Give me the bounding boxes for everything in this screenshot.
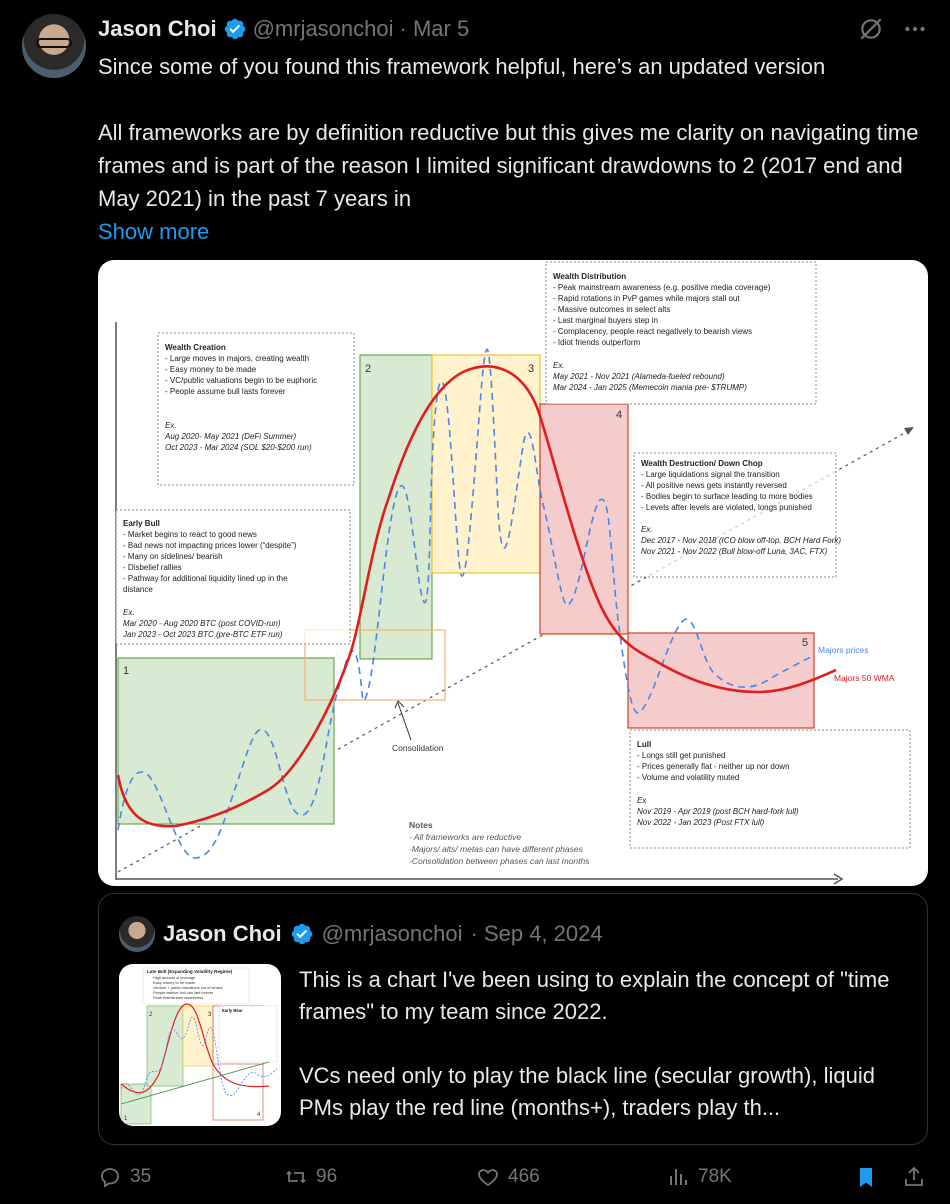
wealth-distribution-ex: Ex. [553, 361, 565, 370]
share-icon [902, 1165, 926, 1189]
thumb-line: Peak mainstream awareness [153, 995, 204, 1000]
early-bull-example: Jan 2023 - Oct 2023 BTC (pre-BTC ETF run) [123, 630, 283, 639]
wealth-creation-bullet: - Easy money to be made [165, 365, 257, 374]
wealth-distribution-example: May 2021 - Nov 2021 (Alameda-fueled rebound) [553, 372, 725, 381]
tweet-date[interactable]: · Mar 5 [399, 16, 470, 41]
lull-bullet: - Prices generally flat - neither up nor down [637, 762, 790, 771]
reply-count: 35 [130, 1166, 152, 1187]
thumb-line: Easy money to be made [153, 980, 195, 985]
tweet-actions [98, 1165, 928, 1197]
phase-number-2: 2 [365, 363, 372, 375]
lull-example: Nov 2022 - Jan 2023 (Post FTX lull) [637, 818, 765, 827]
notes-line: -Majors/ alts/ metas can have different phases [409, 844, 583, 854]
notes-title: Notes [409, 820, 433, 830]
tweet-text-line1: Since some of you found this framework helpful, here’s an updated version [98, 54, 826, 79]
share-button[interactable] [902, 1165, 926, 1189]
views-icon [666, 1165, 690, 1189]
like-count: 466 [508, 1166, 540, 1187]
wealth-distribution-bullet: - Massive outcomes in select alts [553, 305, 671, 314]
verified-badge-icon [223, 17, 247, 41]
tweet-header [98, 14, 469, 44]
repost-icon [284, 1165, 308, 1189]
phase-3-box [432, 355, 540, 573]
early-bull-example: Mar 2020 - Aug 2020 BTC (post COVID-run) [123, 619, 281, 628]
notes-line: -Consolidation between phases can last months [409, 856, 590, 866]
heart-icon [476, 1165, 500, 1189]
early-bull-bullet: - Many on sidelines/ bearish [123, 552, 223, 561]
phase-2-box [360, 355, 432, 659]
wealth-creation-example: Oct 2023 - Mar 2024 (SOL $20-$200 run) [165, 443, 312, 452]
wealth-destruction-note [634, 453, 841, 577]
reply-button[interactable] [98, 1165, 151, 1189]
phase-4-box [540, 404, 628, 634]
bookmark-icon [854, 1165, 878, 1189]
wealth-distribution-bullet: - Last marginal buyers step in [553, 316, 658, 325]
wealth-distribution-bullet: - Idiot friends outperform [553, 338, 641, 347]
early-bull-bullet: distance [123, 585, 153, 594]
quoted-author-avatar [119, 916, 155, 952]
wealth-destruction-bullet: - Bodies begin to surface leading to more bodies [641, 492, 813, 501]
early-bull-bullet: - Bad news not impacting prices lower (“despite”) [123, 541, 297, 550]
quoted-tweet-text [299, 964, 909, 1124]
wealth-distribution-bullet: - Rapid rotations in PvP games while majors stall out [553, 294, 740, 303]
phase-number-3: 3 [528, 363, 535, 375]
early-bull-bullet: - Market begins to react to good news [123, 530, 257, 539]
tweet-text-para2: All frameworks are by definition reductive but this gives me clarity on navigating time frames and is part of the reason I limited significant drawdowns to 2 (2017 end and May 2021) in the past 7 years in [98, 120, 919, 211]
wealth-distribution-note [546, 262, 816, 404]
early-bull-title: Early Bull [123, 519, 160, 528]
wealth-distribution-bullet: - Complacency, people react negatively to bearish views [553, 327, 753, 336]
legend-majors-prices: Majors prices [818, 645, 869, 655]
more-options-icon[interactable] [902, 16, 928, 42]
bookmark-button[interactable] [854, 1165, 878, 1189]
repost-button[interactable] [284, 1165, 337, 1189]
phase-1-box [118, 658, 334, 824]
lull-note [630, 730, 910, 848]
chart-image[interactable] [98, 260, 928, 886]
phase-number-5: 5 [802, 637, 809, 649]
notes-line: - All frameworks are reductive [409, 832, 522, 842]
consolidation-label: Consolidation [392, 743, 444, 753]
reply-icon [98, 1165, 122, 1189]
quoted-tweet-thumbnail[interactable] [119, 964, 281, 1126]
quoted-tweet[interactable] [98, 893, 928, 1145]
wealth-distribution-title: Wealth Distribution [553, 272, 627, 281]
wealth-distribution-example: Mar 2024 - Jan 2025 (Memecoin mania pre- $TRUMP) [553, 383, 747, 392]
repost-count: 96 [316, 1166, 338, 1187]
wealth-destruction-title: Wealth Destruction/ Down Chop [641, 459, 763, 468]
early-bull-ex: Ex. [123, 608, 135, 617]
thumb-number: 3 [208, 1012, 212, 1018]
quoted-tweet-date: · Sep 4, 2024 [470, 921, 603, 946]
thumb-number: 4 [257, 1112, 261, 1118]
phase-number-4: 4 [616, 409, 623, 421]
early-bull-bullet: - Disbelief rallies [123, 563, 182, 572]
wealth-creation-bullet: - People assume bull lasts forever [165, 387, 286, 396]
verified-badge-icon [290, 922, 314, 946]
lull-example: Nov 2019 - Apr 2019 (post BCH hard-fork lull) [637, 807, 799, 816]
quoted-text-para1: This is a chart I've been using to explain the concept of "time frames" to my team since 2022. [299, 967, 890, 1024]
thumb-title: Late Bull (Expanding Volatility Regime) [147, 969, 233, 974]
quoted-author-name: Jason Choi [163, 921, 282, 946]
wealth-creation-note [158, 333, 354, 485]
wealth-creation-ex: Ex. [165, 421, 177, 430]
lull-bullet: - Volume and volatility muted [637, 773, 740, 782]
author-name[interactable]: Jason Choi [98, 16, 217, 41]
quoted-text-para2: VCs need only to play the black line (secular growth), liquid PMs play the red line (months+), traders play th... [299, 1063, 875, 1120]
tweet-text [98, 50, 928, 248]
thumb-number: 2 [149, 1012, 153, 1018]
phase-5-box [628, 633, 814, 728]
legend-majors-50-wma: Majors 50 WMA [834, 673, 895, 683]
lull-bullet: - Longs still get punished [637, 751, 726, 760]
wealth-destruction-example: Dec 2017 - Nov 2018 (ICO blow off-top, BCH Hard Fork) [641, 536, 842, 545]
early-bull-bullet: - Pathway for additional liquidity lined up in the [123, 574, 288, 583]
wealth-creation-example: Aug 2020- May 2021 (DeFi Summer) [165, 432, 297, 441]
wealth-distribution-bullet: - Peak mainstream awareness (e.g. positive media coverage) [553, 283, 771, 292]
wealth-destruction-ex: Ex. [641, 525, 653, 534]
quoted-author-handle: @mrjasonchoi [321, 921, 463, 946]
wealth-destruction-bullet: - Levels after levels are violated, longs punished [641, 503, 812, 512]
thumb-early-bear: Early Bear [222, 1008, 243, 1013]
thumb-number: 1 [124, 1116, 128, 1122]
views-button[interactable] [666, 1165, 732, 1189]
like-button[interactable] [476, 1165, 540, 1189]
wealth-creation-bullet: - Large moves in majors, creating wealth [165, 354, 310, 363]
show-more-link[interactable]: Show more [98, 219, 210, 244]
wealth-creation-title: Wealth Creation [165, 343, 226, 352]
grok-icon[interactable] [858, 16, 884, 42]
views-count: 78K [698, 1166, 732, 1187]
thumb-line: People believe bull can last forever [153, 990, 214, 995]
early-bull-note [116, 510, 350, 644]
author-handle[interactable]: @mrjasonchoi [252, 16, 394, 41]
thumb-line: High amount of leverage [153, 975, 196, 980]
notes [409, 820, 590, 866]
lull-ex: Ex [637, 796, 647, 805]
author-avatar[interactable] [22, 14, 86, 78]
wealth-creation-bullet: - VC/public valuations begin to be euphoric [165, 376, 318, 385]
quoted-tweet-header [119, 916, 603, 952]
phase-number-1: 1 [123, 665, 130, 677]
wealth-destruction-bullet: - All positive news gets instantly reversed [641, 481, 787, 490]
wealth-destruction-example: Nov 2021 - Nov 2022 (Bull blow-off Luna, 3AC, FTX) [641, 547, 828, 556]
thumb-line: Venture + public valuations out of whack [153, 985, 223, 990]
lull-title: Lull [637, 740, 652, 749]
wealth-destruction-bullet: - Large liquidations signal the transition [641, 470, 780, 479]
